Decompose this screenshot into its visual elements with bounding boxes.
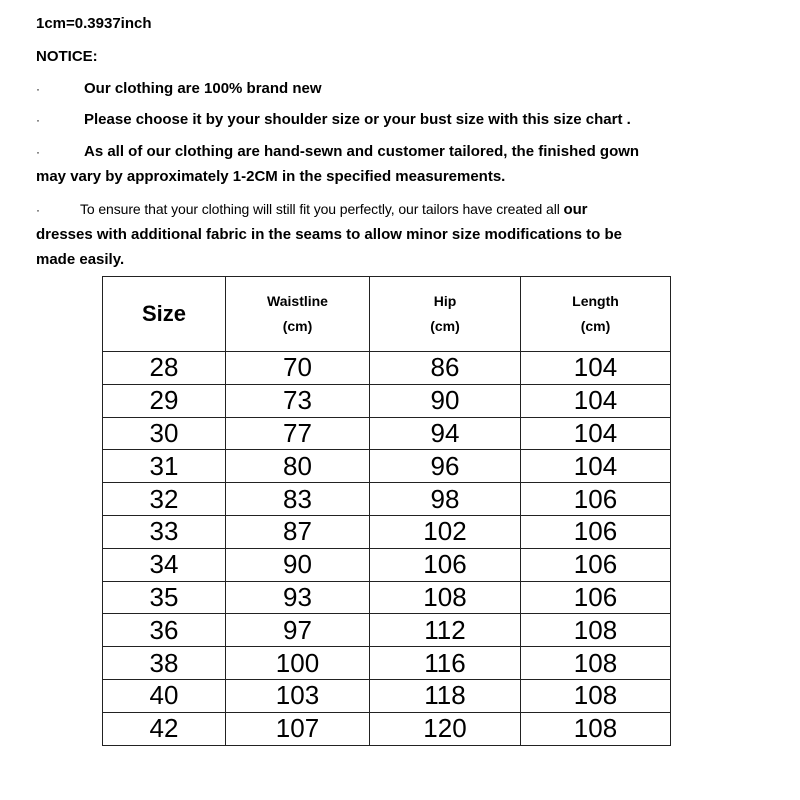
table-row: [103, 712, 671, 745]
bullet-4: ·: [36, 203, 40, 217]
table-row: [103, 515, 671, 548]
unit-conversion: 1cm=0.3937inch: [36, 15, 152, 32]
cell-size: 38: [103, 647, 226, 680]
table-row: [103, 614, 671, 647]
cell-hip: 106: [370, 548, 521, 581]
cell-size: 34: [103, 548, 226, 581]
cell-hip: 108: [370, 581, 521, 614]
table-row: [103, 647, 671, 680]
header-length-label: Length: [572, 293, 619, 309]
bullet-1: ·: [36, 82, 40, 96]
cell-waist: 87: [226, 515, 370, 548]
header-waistline-label: Waistline: [267, 293, 328, 309]
table-row: [103, 548, 671, 581]
cell-size: 30: [103, 417, 226, 450]
cell-size: 35: [103, 581, 226, 614]
notice-item-4-regular: To ensure that your clothing will still fit you perfectly, our tailors have created all: [80, 201, 560, 217]
notice-item-2: Please choose it by your shoulder size or your bust size with this size chart .: [84, 111, 631, 128]
table-row: [103, 483, 671, 516]
bullet-3: ·: [36, 145, 40, 159]
table-row: [103, 581, 671, 614]
header-waistline-unit: (cm): [282, 318, 313, 334]
cell-hip: 90: [370, 384, 521, 417]
cell-hip: 98: [370, 483, 521, 516]
cell-waist: 83: [226, 483, 370, 516]
header-hip-unit: (cm): [430, 318, 460, 334]
table-header-row: [103, 277, 671, 352]
header-waistline: [226, 277, 370, 352]
cell-waist: 103: [226, 679, 370, 712]
cell-length: 106: [521, 581, 671, 614]
header-hip: [370, 277, 521, 352]
header-size: Size: [103, 277, 226, 352]
cell-hip: 94: [370, 417, 521, 450]
cell-length: 108: [521, 647, 671, 680]
notice-item-1: Our clothing are 100% brand new: [84, 80, 322, 97]
cell-hip: 118: [370, 679, 521, 712]
notice-item-4-line-1: [80, 201, 587, 218]
cell-length: 108: [521, 679, 671, 712]
cell-hip: 86: [370, 352, 521, 385]
bullet-2: ·: [36, 113, 40, 127]
header-length-unit: (cm): [580, 318, 611, 334]
table-row: [103, 450, 671, 483]
cell-waist: 107: [226, 712, 370, 745]
header-length: [521, 277, 671, 352]
cell-length: 106: [521, 548, 671, 581]
cell-size: 29: [103, 384, 226, 417]
cell-length: 104: [521, 417, 671, 450]
cell-waist: 70: [226, 352, 370, 385]
notice-label: NOTICE:: [36, 48, 98, 65]
table-row: [103, 384, 671, 417]
cell-hip: 102: [370, 515, 521, 548]
cell-size: 31: [103, 450, 226, 483]
cell-hip: 120: [370, 712, 521, 745]
cell-waist: 100: [226, 647, 370, 680]
cell-length: 106: [521, 483, 671, 516]
cell-length: 106: [521, 515, 671, 548]
header-hip-label: Hip: [433, 293, 457, 309]
cell-size: 32: [103, 483, 226, 516]
cell-waist: 73: [226, 384, 370, 417]
notice-item-4-line-2: dresses with additional fabric in the seams to allow minor size modifications to be: [36, 226, 622, 243]
table-row: [103, 417, 671, 450]
cell-size: 40: [103, 679, 226, 712]
cell-length: 108: [521, 712, 671, 745]
cell-waist: 77: [226, 417, 370, 450]
size-chart-table: [102, 276, 671, 746]
cell-waist: 90: [226, 548, 370, 581]
table-row: [103, 352, 671, 385]
cell-size: 42: [103, 712, 226, 745]
cell-waist: 97: [226, 614, 370, 647]
cell-size: 36: [103, 614, 226, 647]
cell-hip: 116: [370, 647, 521, 680]
cell-hip: 96: [370, 450, 521, 483]
cell-waist: 80: [226, 450, 370, 483]
cell-length: 104: [521, 384, 671, 417]
notice-item-3-line-2: may vary by approximately 1-2CM in the specified measurements.: [36, 168, 506, 185]
cell-length: 104: [521, 450, 671, 483]
cell-hip: 112: [370, 614, 521, 647]
notice-item-4-bold: our: [563, 201, 588, 218]
cell-length: 104: [521, 352, 671, 385]
cell-size: 28: [103, 352, 226, 385]
notice-item-4-line-3: made easily.: [36, 251, 125, 268]
notice-item-3-line-1: As all of our clothing are hand-sewn and customer tailored, the finished gown: [84, 143, 640, 160]
cell-length: 108: [521, 614, 671, 647]
table-row: [103, 679, 671, 712]
cell-waist: 93: [226, 581, 370, 614]
cell-size: 33: [103, 515, 226, 548]
